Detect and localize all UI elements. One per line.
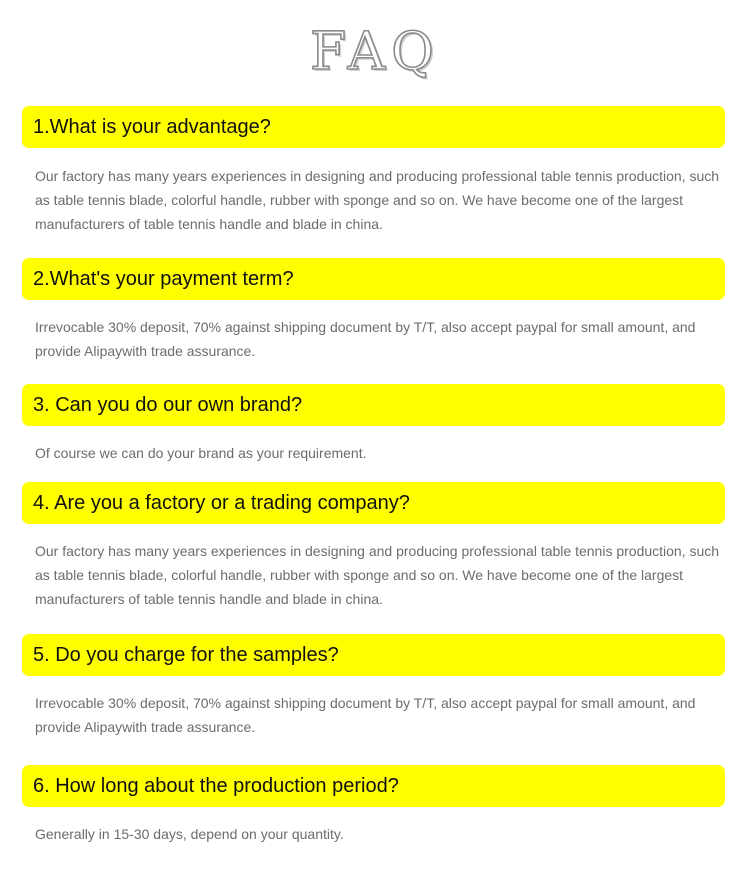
faq-question-4-text: 4. Are you a factory or a trading company?	[33, 491, 410, 514]
faq-question-3	[22, 384, 725, 426]
faq-answer-6: Generally in 15-30 days, depend on your quantity.	[35, 826, 344, 842]
faq-answer-2: Irrevocable 30% deposit, 70% against shipping document by T/T, also accept paypal for small amount, and provide Alipaywith trade assurance.	[35, 319, 696, 359]
faq-answer-1: Our factory has many years experiences in designing and producing professional table tennis production, such as table tennis blade, colorful handle, rubber with sponge and so on. We have become one of the largest manufacturers of table tennis handle and blade in china.	[35, 168, 720, 232]
page-title: FAQ	[310, 22, 440, 82]
faq-question-5-text: 5. Do you charge for the samples?	[33, 643, 339, 666]
faq-question-4	[22, 482, 725, 524]
faq-answer-3: Of course we can do your brand as your requirement.	[35, 445, 367, 461]
faq-question-1-text: 1.What is your advantage?	[33, 115, 271, 138]
faq-question-5	[22, 634, 725, 676]
faq-question-6	[22, 765, 725, 807]
faq-question-2	[22, 258, 725, 300]
faq-question-6-text: 6. How long about the production period?	[33, 774, 399, 797]
faq-question-1	[22, 106, 725, 148]
faq-answer-5: Irrevocable 30% deposit, 70% against shipping document by T/T, also accept paypal for small amount, and provide Alipaywith trade assurance.	[35, 695, 696, 735]
faq-answer-4: Our factory has many years experiences in designing and producing professional table tennis production, such as table tennis blade, colorful handle, rubber with sponge and so on. We have become one of the largest manufacturers of table tennis handle and blade in china.	[35, 543, 720, 607]
faq-question-3-text: 3. Can you do our own brand?	[33, 393, 303, 416]
faq-question-2-text: 2.What's your payment term?	[33, 267, 294, 290]
